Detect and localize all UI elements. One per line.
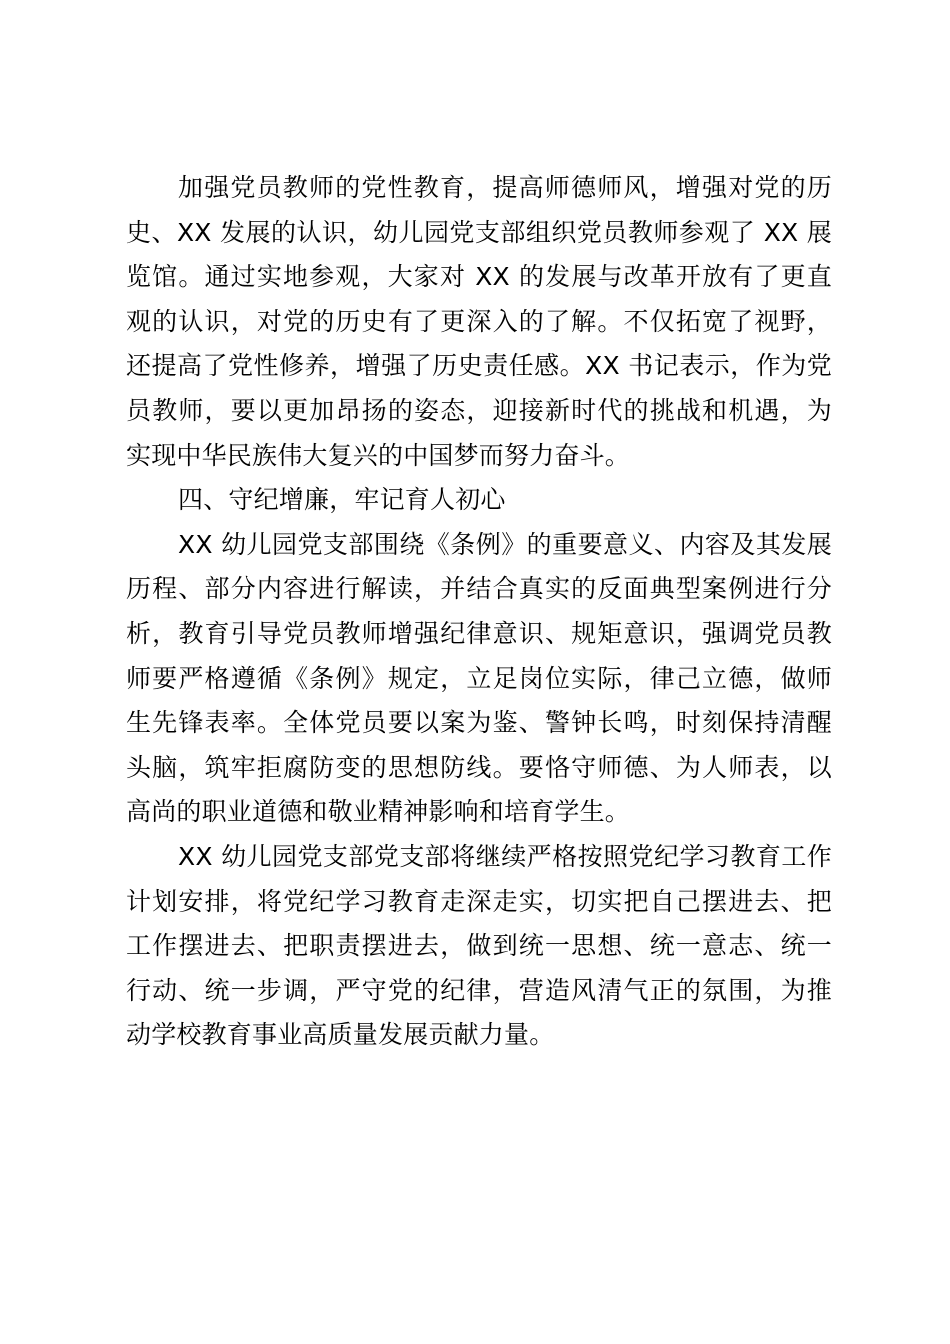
paragraph-line: 计划安排，将党纪学习教育走深走实，切实把自己摆进去、把 <box>126 886 832 916</box>
paragraph-line: XX 幼儿园党支部党支部将继续严格按照党纪学习教育工作 <box>178 841 832 871</box>
paragraph-line: 还提高了党性修养，增强了历史责任感。XX 书记表示，作为党 <box>126 351 832 381</box>
paragraph-line: 实现中华民族伟大复兴的中国梦而努力奋斗。 <box>126 440 631 470</box>
paragraph-party-history-visit <box>126 166 832 478</box>
paragraph-regulations-study <box>126 523 832 835</box>
paragraph-line: 高尚的职业道德和敬业精神影响和培育学生。 <box>126 797 631 827</box>
paragraph-line: 览馆。通过实地参观，大家对 XX 的发展与改革开放有了更直 <box>126 262 832 292</box>
paragraph-line: 史、XX 发展的认识，幼儿园党支部组织党员教师参观了 XX 展 <box>126 217 832 247</box>
paragraph-line: 加强党员教师的党性教育，提高师德师风，增强对党的历 <box>178 173 832 202</box>
section-heading <box>126 478 832 523</box>
paragraph-line: 师要严格遵循《条例》规定，立足岗位实际，律己立德，做师 <box>126 663 832 693</box>
paragraph-line: 观的认识，对党的历史有了更深入的了解。不仅拓宽了视野， <box>126 306 832 336</box>
paragraph-line: 头脑，筑牢拒腐防变的思想防线。要恪守师德、为人师表，以 <box>126 752 832 782</box>
paragraph-future-plan <box>126 835 832 1058</box>
paragraph-line: 生先锋表率。全体党员要以案为鉴、警钟长鸣，时刻保持清醒 <box>126 708 832 738</box>
paragraph-line: 动学校教育事业高质量发展贡献力量。 <box>126 1020 555 1050</box>
section-heading-text: 四、守纪增廉，牢记育人初心 <box>178 485 506 515</box>
paragraph-line: 历程、部分内容进行解读，并结合真实的反面典型案例进行分 <box>126 574 832 604</box>
paragraph-line: 员教师，要以更加昂扬的姿态，迎接新时代的挑战和机遇，为 <box>126 395 832 425</box>
paragraph-line: 行动、统一步调，严守党的纪律，营造风清气正的氛围，为推 <box>126 975 832 1005</box>
paragraph-line: 析，教育引导党员教师增强纪律意识、规矩意识，强调党员教 <box>126 618 832 648</box>
paragraph-line: 工作摆进去、把职责摆进去，做到统一思想、统一意志、统一 <box>126 931 832 961</box>
paragraph-line: XX 幼儿园党支部围绕《条例》的重要意义、内容及其发展 <box>178 529 832 559</box>
document-body <box>126 166 832 1058</box>
